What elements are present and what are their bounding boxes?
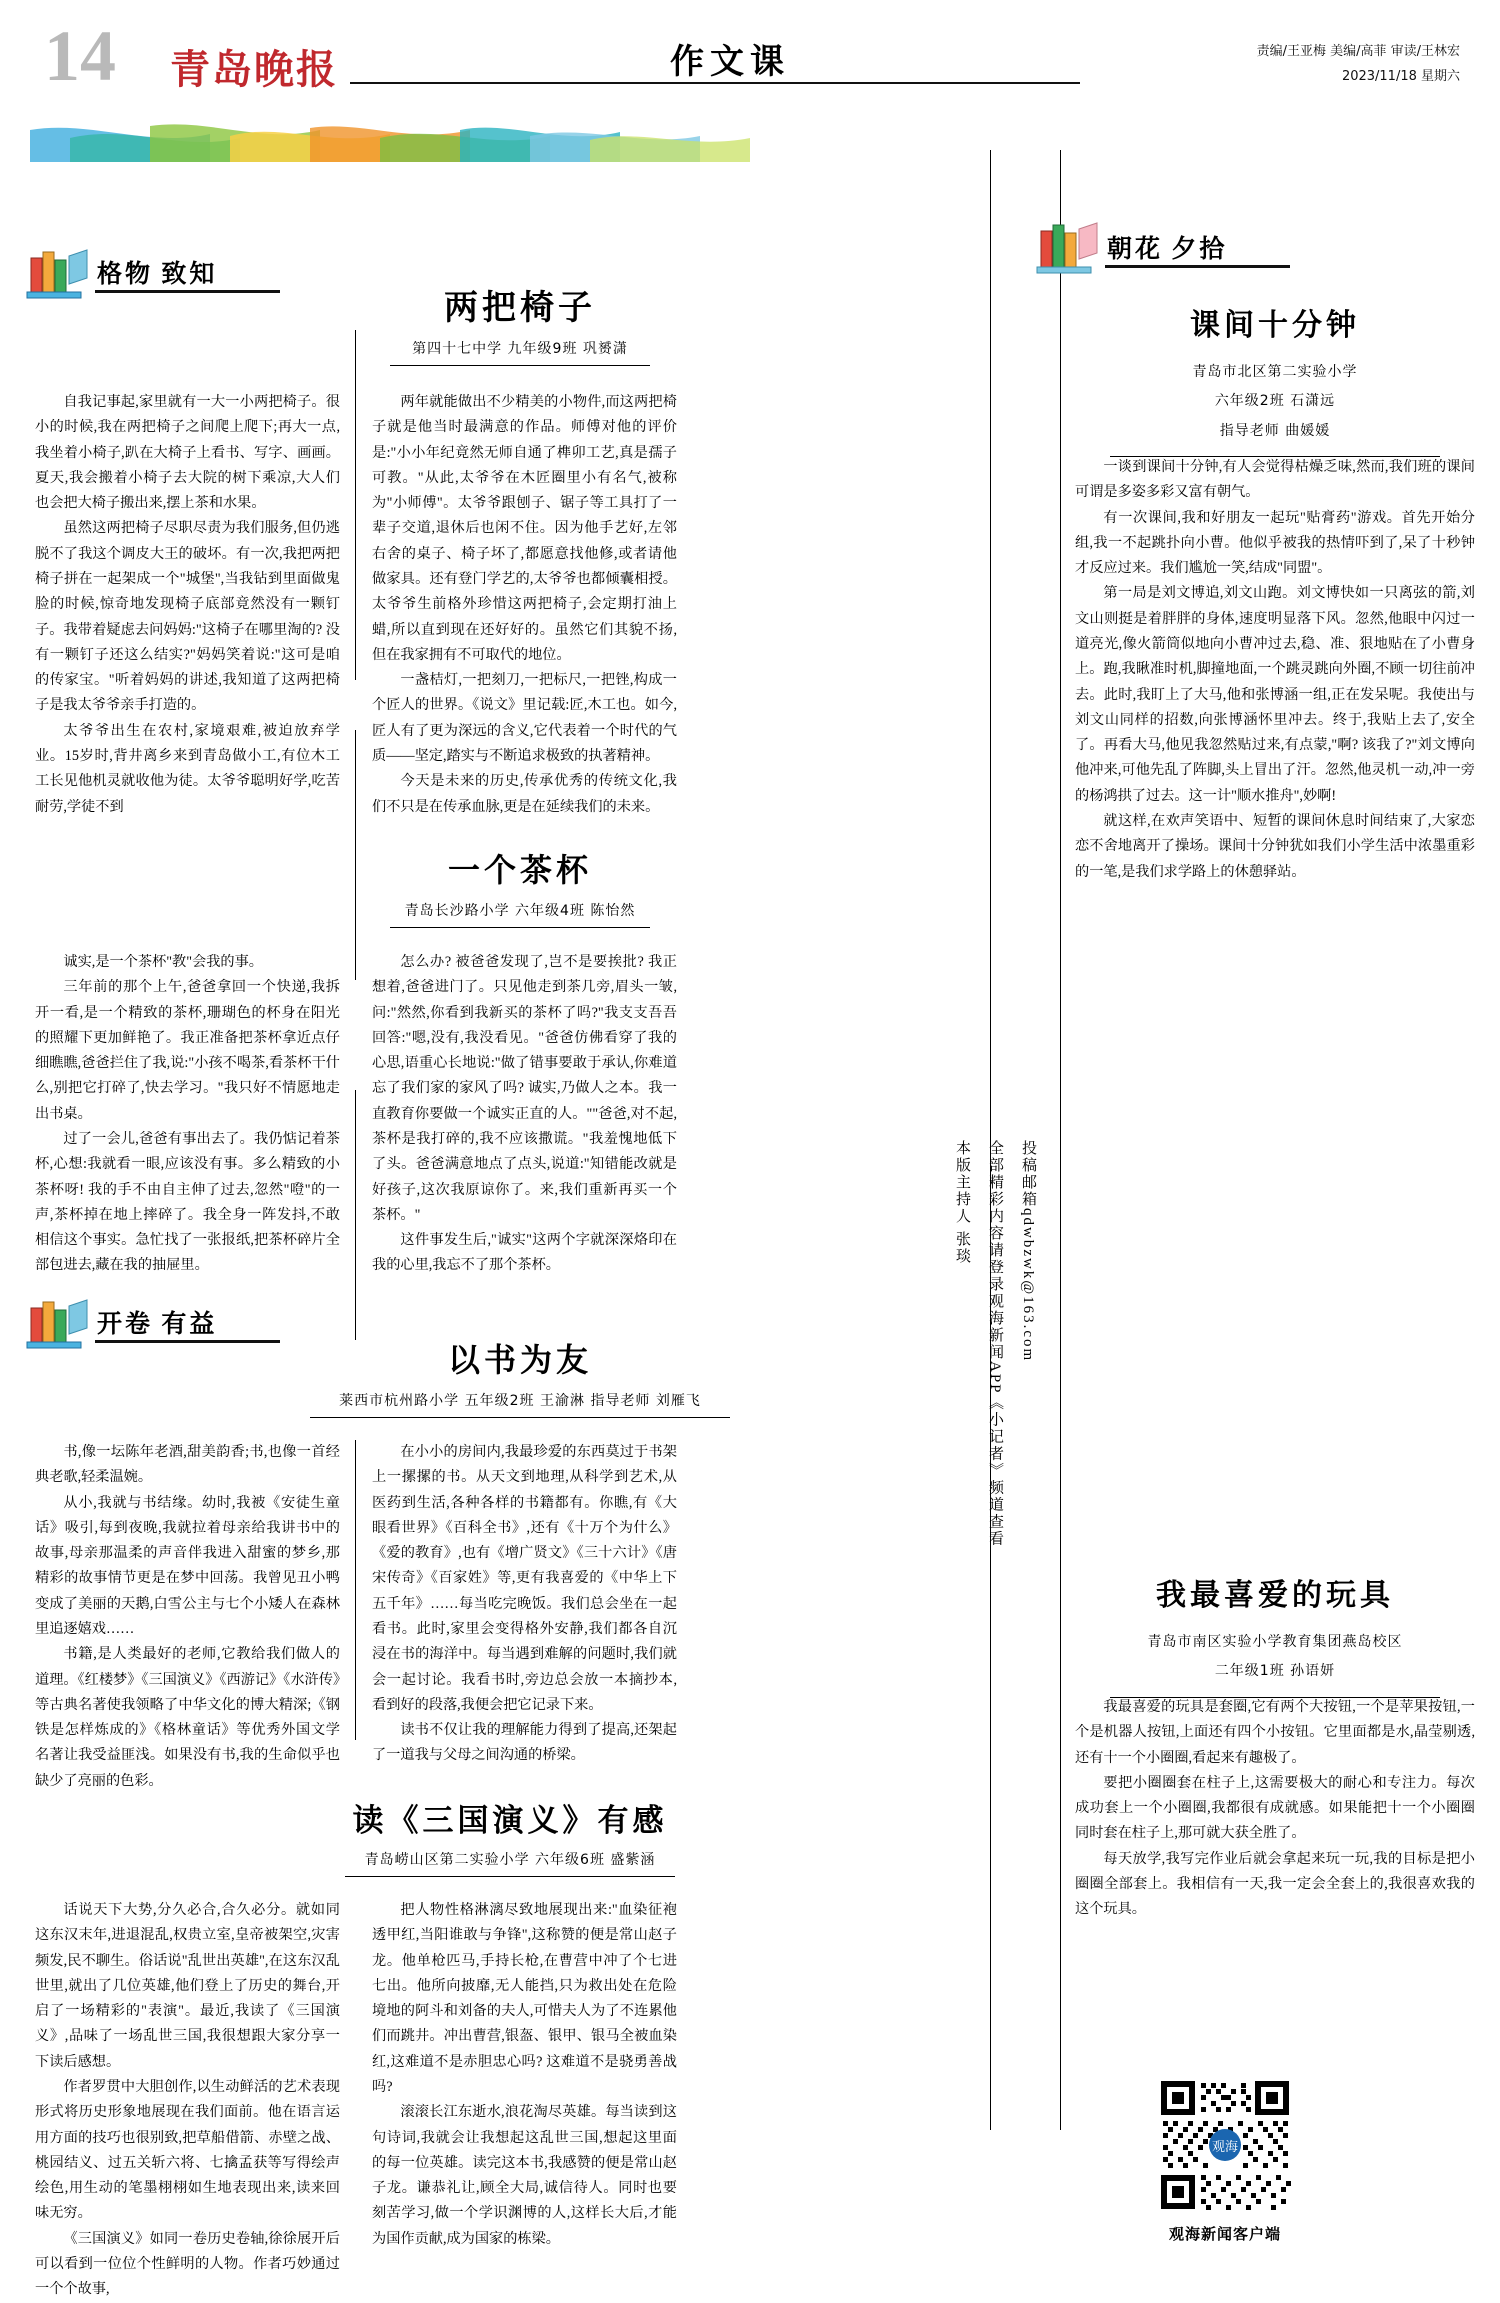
page-number: 14 (44, 16, 116, 96)
credit-line-editors: 责编/王亚梅 美编/高菲 审读/王林宏 (1256, 44, 1460, 59)
byline-class: 二年级1班 孙语妍 (1214, 1663, 1336, 1680)
badge-label-gewu: 格物 致知 (97, 261, 218, 288)
article-title: 我最喜爱的玩具 (1156, 1579, 1394, 1612)
promo-host: 本版主持人 张琰 (954, 1140, 970, 1265)
qr-code-image[interactable] (1155, 2075, 1295, 2215)
byline-school: 青岛市北区第二实验小学 (1192, 364, 1358, 380)
badge-zhaohua-xishi (1035, 215, 1315, 285)
article-sanguo-header (130, 1795, 890, 1877)
article-books-col2: 在小小的房间内,我最珍爱的东西莫过于书架上一摞摞的书。从天文到地理,从科学到艺术,从医药到生活,各种各样的书籍都有。你瞧,有《大眼看世界》《百科全书》,还有《十万个为什么》《爱的教育》,也有《增广贤文》《三十六计》《唐宋传奇》《百家姓》等,更有我喜爱的《中华上下五千年》……每当吃完晚饭。我们总会坐在一起看书。此时,家里会变得格外安静,我们都各自沉浸在书的海洋中。每当遇到难解的问题时,我们就会一起讨论。我看书时,旁边总会放一本摘抄本,看到好的段落,我便会把它记录下来。 读书不仅让我的理解能力得到了提高,还架起了一道我与父母之间沟通的桥梁。 (372, 1444, 677, 1764)
badge-underline (1105, 265, 1290, 268)
masthead (0, 0, 1500, 110)
promo-app: 全部精彩内容请登录观海新闻APP《小记者》频道查看 (987, 1140, 1003, 1548)
page-title: 作文课 (670, 44, 790, 81)
article-sanguo-col1: 话说天下大势,分久必合,合久必分。就如同这东汉末年,进退混乱,权贵立室,皇帝被架空,灾害频发,民不聊生。俗话说"乱世出英雄",在这东汉乱世里,就出了几位英雄,他们登上了历史的舞台,开启了一场精彩的"表演"。最近,我读了《三国演义》,品味了一场乱世三国,我很想跟大家分享一下读后感想。 作者罗贯中大胆创作,以生动鲜活的艺术表现形式将历史形象地展现在我们面前。他在语言运用方面的技巧也很别致,把草船借箭、赤壁之战、桃园结义、过五关斩六将、七擒孟获等写得绘声绘色,用生动的笔墨栩栩如生地表现出来,读来回味无穷。 《三国演义》如同一卷历史卷轴,徐徐展开后可以看到一位位个性鲜明的人物。作者巧妙通过一个个故事, (35, 1902, 340, 2298)
article-title: 以书为友 (447, 1342, 592, 1378)
paper-logo: 青岛晚报 (170, 47, 338, 93)
byline-school: 青岛市南区实验小学教育集团燕岛校区 (1147, 1634, 1403, 1650)
article-teacup-col1: 诚实,是一个茶杯"教"会我的事。 三年前的那个上午,爸爸拿回一个快递,我拆开一看,是一个精致的茶杯,珊瑚色的杯身在阳光的照耀下更加鲜艳了。我正准备把茶杯拿近点仔细瞧瞧,爸爸拦住了我,说:"小孩不喝茶,看茶杯干什么,别把它打碎了,快去学习。"我只好不情愿地走出书桌。 过了一会儿,爸爸有事出去了。我仍惦记着茶杯,心想:我就看一眼,应该没有事。多么精致的小茶杯呀! 我的手不由自主伸了过去,忽然"噔"的一声,茶杯掉在地上摔碎了。我全身一阵发抖,不敢相信这个事实。急忙找了一张报纸,把茶杯碎片全部包进去,藏在我的抽屉里。 (35, 954, 340, 1274)
qr-caption: 观海新闻客户端 (1168, 2225, 1281, 2243)
article-title: 读《三国演义》有感 (352, 1803, 668, 1838)
article-title: 一个茶杯 (447, 852, 592, 888)
decorative-color-banner (30, 118, 790, 170)
column-divider-article3 (355, 1090, 356, 1340)
article-teacup-header (160, 845, 880, 928)
column-divider-article1 (355, 330, 356, 680)
article-byline: 莱西市杭州路小学 五年级2班 王渝淋 指导老师 刘雁飞 (160, 1390, 880, 1418)
books-icon (25, 1290, 95, 1350)
article-title: 课间十分钟 (1190, 309, 1360, 342)
right-article2-header (1075, 1570, 1475, 1698)
article-teacup-col2: 怎么办? 被爸爸发现了,岂不是要挨批? 我正想着,爸爸进门了。只见他走到茶几旁,眉头一皱,问:"然然,你看到我新买的茶杯了吗?"我支支吾吾回答:"嗯,没有,我没看见。"爸爸仿佛看穿了我的心思,语重心长地说:"做了错事要敢于承认,你难道忘了我们家的家风了吗? 诚实,乃做人之本。我一直教育你要做一个诚实正直的人。""爸爸,对不起,茶杯是我打碎的,我不应该撒谎。"我羞愧地低下了头。爸爸满意地点了点头,说道:"知错能改就是好孩子,这次我原谅你了。来,我们重新再买一个茶杯。" 这件事发生后,"诚实"这两个字就深深烙印在我的心里,我忘不了那个茶杯。 (372, 954, 677, 1274)
right-article2-body: 我最喜爱的玩具是套圈,它有两个大按钮,一个是苹果按钮,一个是机器人按钮,上面还有四个小按钮。它里面都是水,晶莹剔透,还有十一个小圈圈,看起来有趣极了。 要把小圈圈套在柱子上,这需要极大的耐心和专注力。每次成功套上一个小圈圈,我都很有成就感。如果能把十一个小圈圈同时套在柱子上,那可就大获全胜了。 每天放学,我写完作业后就会拿起来玩一玩,我的目标是把小圈圈全部套上。我相信有一天,我一定会全套上的,我很喜欢我的这个玩具。 (1075, 1699, 1475, 1918)
article-books-col1: 书,像一坛陈年老酒,甜美韵香;书,也像一首经典老歌,轻柔温婉。 从小,我就与书结缘。幼时,我被《安徒生童话》吸引,每到夜晚,我就拉着母亲给我讲书中的故事,母亲那温柔的声音伴我进入甜蜜的梦乡,那精彩的故事情节更是在梦中回荡。我曾见丑小鸭变成了美丽的天鹅,白雪公主与七个小矮人在森林里追逐嬉戏…… 书籍,是人类最好的老师,它教给我们做人的道理。《红楼梦》《三国演义》《西游记》《水浒传》等古典名著使我领略了中华文化的博大精深;《钢铁是怎样炼成的》《格林童话》等优秀外国文学名著让我受益匪浅。如果没有书,我的生命似乎也缺少了亮丽的色彩。 (35, 1444, 341, 1789)
article-books-header (160, 1335, 880, 1418)
submission-promo-vertical (954, 1140, 1044, 2000)
article-title: 两把椅子 (444, 290, 596, 327)
byline-teacher: 指导老师 曲媛媛 (1219, 422, 1331, 439)
article-sanguo-col2: 把人物性格淋漓尽致地展现出来:"血染征袍透甲红,当阳谁敢与争锋",这称赞的便是常山赵子龙。他单枪匹马,手持长枪,在曹营中冲了个七进七出。他所向披靡,无人能挡,只为救出处在危险境地的阿斗和刘备的夫人,可惜夫人为了不连累他们而跳井。冲出曹营,银盔、银甲、银马全被血染红,这难道不是赤胆忠心吗? 这难道不是骁勇善战吗? 滚滚长江东逝水,浪花淘尽英雄。每当读到这句诗词,我就会让我想起这乱世三国,想起这里面的每一位英雄。读完这本书,我感赞的便是常山赵子龙。谦恭礼让,顾全大局,诚信待人。同时也要刻苦学习,做一个学识渊博的人,这样长大后,才能为国作贡献,成为国家的栋梁。 (372, 1902, 677, 2247)
qr-center-label: 观海 (1211, 2140, 1239, 2155)
credit-line-date: 2023/11/18 星期六 (1341, 68, 1460, 84)
article-two-chairs-col2: 两年就能做出不少精美的小物件,而这两把椅子就是他当时最满意的作品。师傅对他的评价是:"小小年纪竟然无师自通了榫卯工艺,真是孺子可教。"从此,太爷爷在木匠圈里小有名气,被称为"小师傅"。太爷爷跟刨子、锯子等工具打了一辈子交道,退休后也闲不住。因为他手艺好,左邻右舍的桌子、椅子坏了,都愿意找他修,或者请他做家具。还有登门学艺的,太爷爷也都倾囊相授。太爷爷生前格外珍惜这两把椅子,会定期打油上蜡,所以直到现在还好好的。虽然它们其貌不扬,但在我家拥有不可取代的地位。 一盏桔灯,一把刻刀,一把标尺,一把锉,构成一个匠人的世界。《说文》里记载:匠,木工也。如今,匠人有了更为深远的含义,它代表着一个时代的气质——坚定,踏实与不断追求极致的执著精神。 今天是未来的历史,传承优秀的传统文化,我们不只是在传承血脉,更是在延续我们的未来。 (372, 394, 677, 815)
books-icon (1035, 215, 1105, 275)
books-icon (25, 240, 95, 300)
badge-label-kaijuan: 开卷 有益 (97, 1311, 218, 1338)
article-byline (1075, 1628, 1475, 1698)
right-article1-body: 一谈到课间十分钟,有人会觉得枯燥乏味,然而,我们班的课间可谓是多姿多彩又富有朝气。 有一次课间,我和好朋友一起玩"贴膏药"游戏。首先开始分组,我一不起跳扑向小曹。他似乎被我的热情吓到了,呆了十秒钟才反应过来。我们尴尬一笑,结成"同盟"。 第一局是刘文博追,刘文山跑。刘文博快如一只离弦的箭,刘文山则挺是着胖胖的身体,速度明显落下风。忽然,他眼中闪过一道亮光,像火箭筒似地向小曹冲过去,稳、准、狠地贴在了小曹身上。跑,我瞅准时机,脚撞地面,一个跳灵跳向外圈,不顾一切往前冲去。此时,我盯上了大马,他和张博涵一组,正在发呆呢。我使出与刘文山同样的招数,向张博涵怀里冲去。终于,我贴上去了,安全了。再看大马,他见我忽然贴过来,有点蒙,"啊? 该我了?"刘文博向他冲来,可他先乱了阵脚,头上冒出了汗。忽然,他灵机一动,冲一旁的杨鸿拱了过去。这一计"顺水推舟",妙啊! 就这样,在欢声笑语中、短暂的课间休息时间结束了,大家恋恋不舍地离开了操场。课间十分钟犹如我们小学生活中浓墨重彩的一笔,是我们求学路上的休憩驿站。 (1075, 459, 1475, 880)
promo-email: 投稿邮箱qdwbzwk@163.com (1020, 1140, 1036, 1363)
byline-class: 六年级2班 石潇远 (1214, 393, 1336, 410)
article-byline: 青岛长沙路小学 六年级4班 陈怡然 (160, 900, 880, 928)
article-two-chairs-col1: 自我记事起,家里就有一大一小两把椅子。很小的时候,我在两把椅子之间爬上爬下;再大一点,我坐着小椅子,趴在大椅子上看书、写字、画画。夏天,我会搬着小椅子去大院的树下乘凉,大人们也会把大椅子搬出来,摆上茶和水果。 虽然这两把椅子尽职尽责为我们服务,但仍逃脱不了我这个调皮大王的破坏。有一次,我把两把椅子拼在一起架成一个"城堡",当我钻到里面做鬼脸的时候,惊奇地发现椅子底部竟然没有一颗钉子。我带着疑虑去问妈妈:"这椅子在哪里淘的? 没有一颗钉子还这么结实?"妈妈笑着说:"这可是咱的传家宝。"听着妈妈的讲述,我知道了这两把椅子是我太爷爷亲手打造的。 太爷爷出生在农村,家境艰难,被迫放弃学业。15岁时,背井离乡来到青岛做小工,有位木工工长见他机灵就收他为徒。太爷爷聪明好学,吃苦耐劳,学徒不到 (35, 394, 340, 815)
qr-code-block[interactable] (1155, 2075, 1295, 2244)
badge-label-zhaohua: 朝花 夕拾 (1107, 236, 1228, 263)
credits (1257, 40, 1460, 89)
article-byline: 青岛崂山区第二实验小学 六年级6班 盛紫涵 (130, 1849, 890, 1877)
article-byline (1075, 358, 1475, 457)
article-byline: 第四十七中学 九年级9班 巩赟潇 (160, 338, 880, 366)
column-divider-article4 (355, 1440, 356, 1740)
column-divider-right-2 (1060, 150, 1061, 2130)
right-article1-header (1075, 300, 1475, 457)
article-two-chairs-header (160, 280, 880, 366)
